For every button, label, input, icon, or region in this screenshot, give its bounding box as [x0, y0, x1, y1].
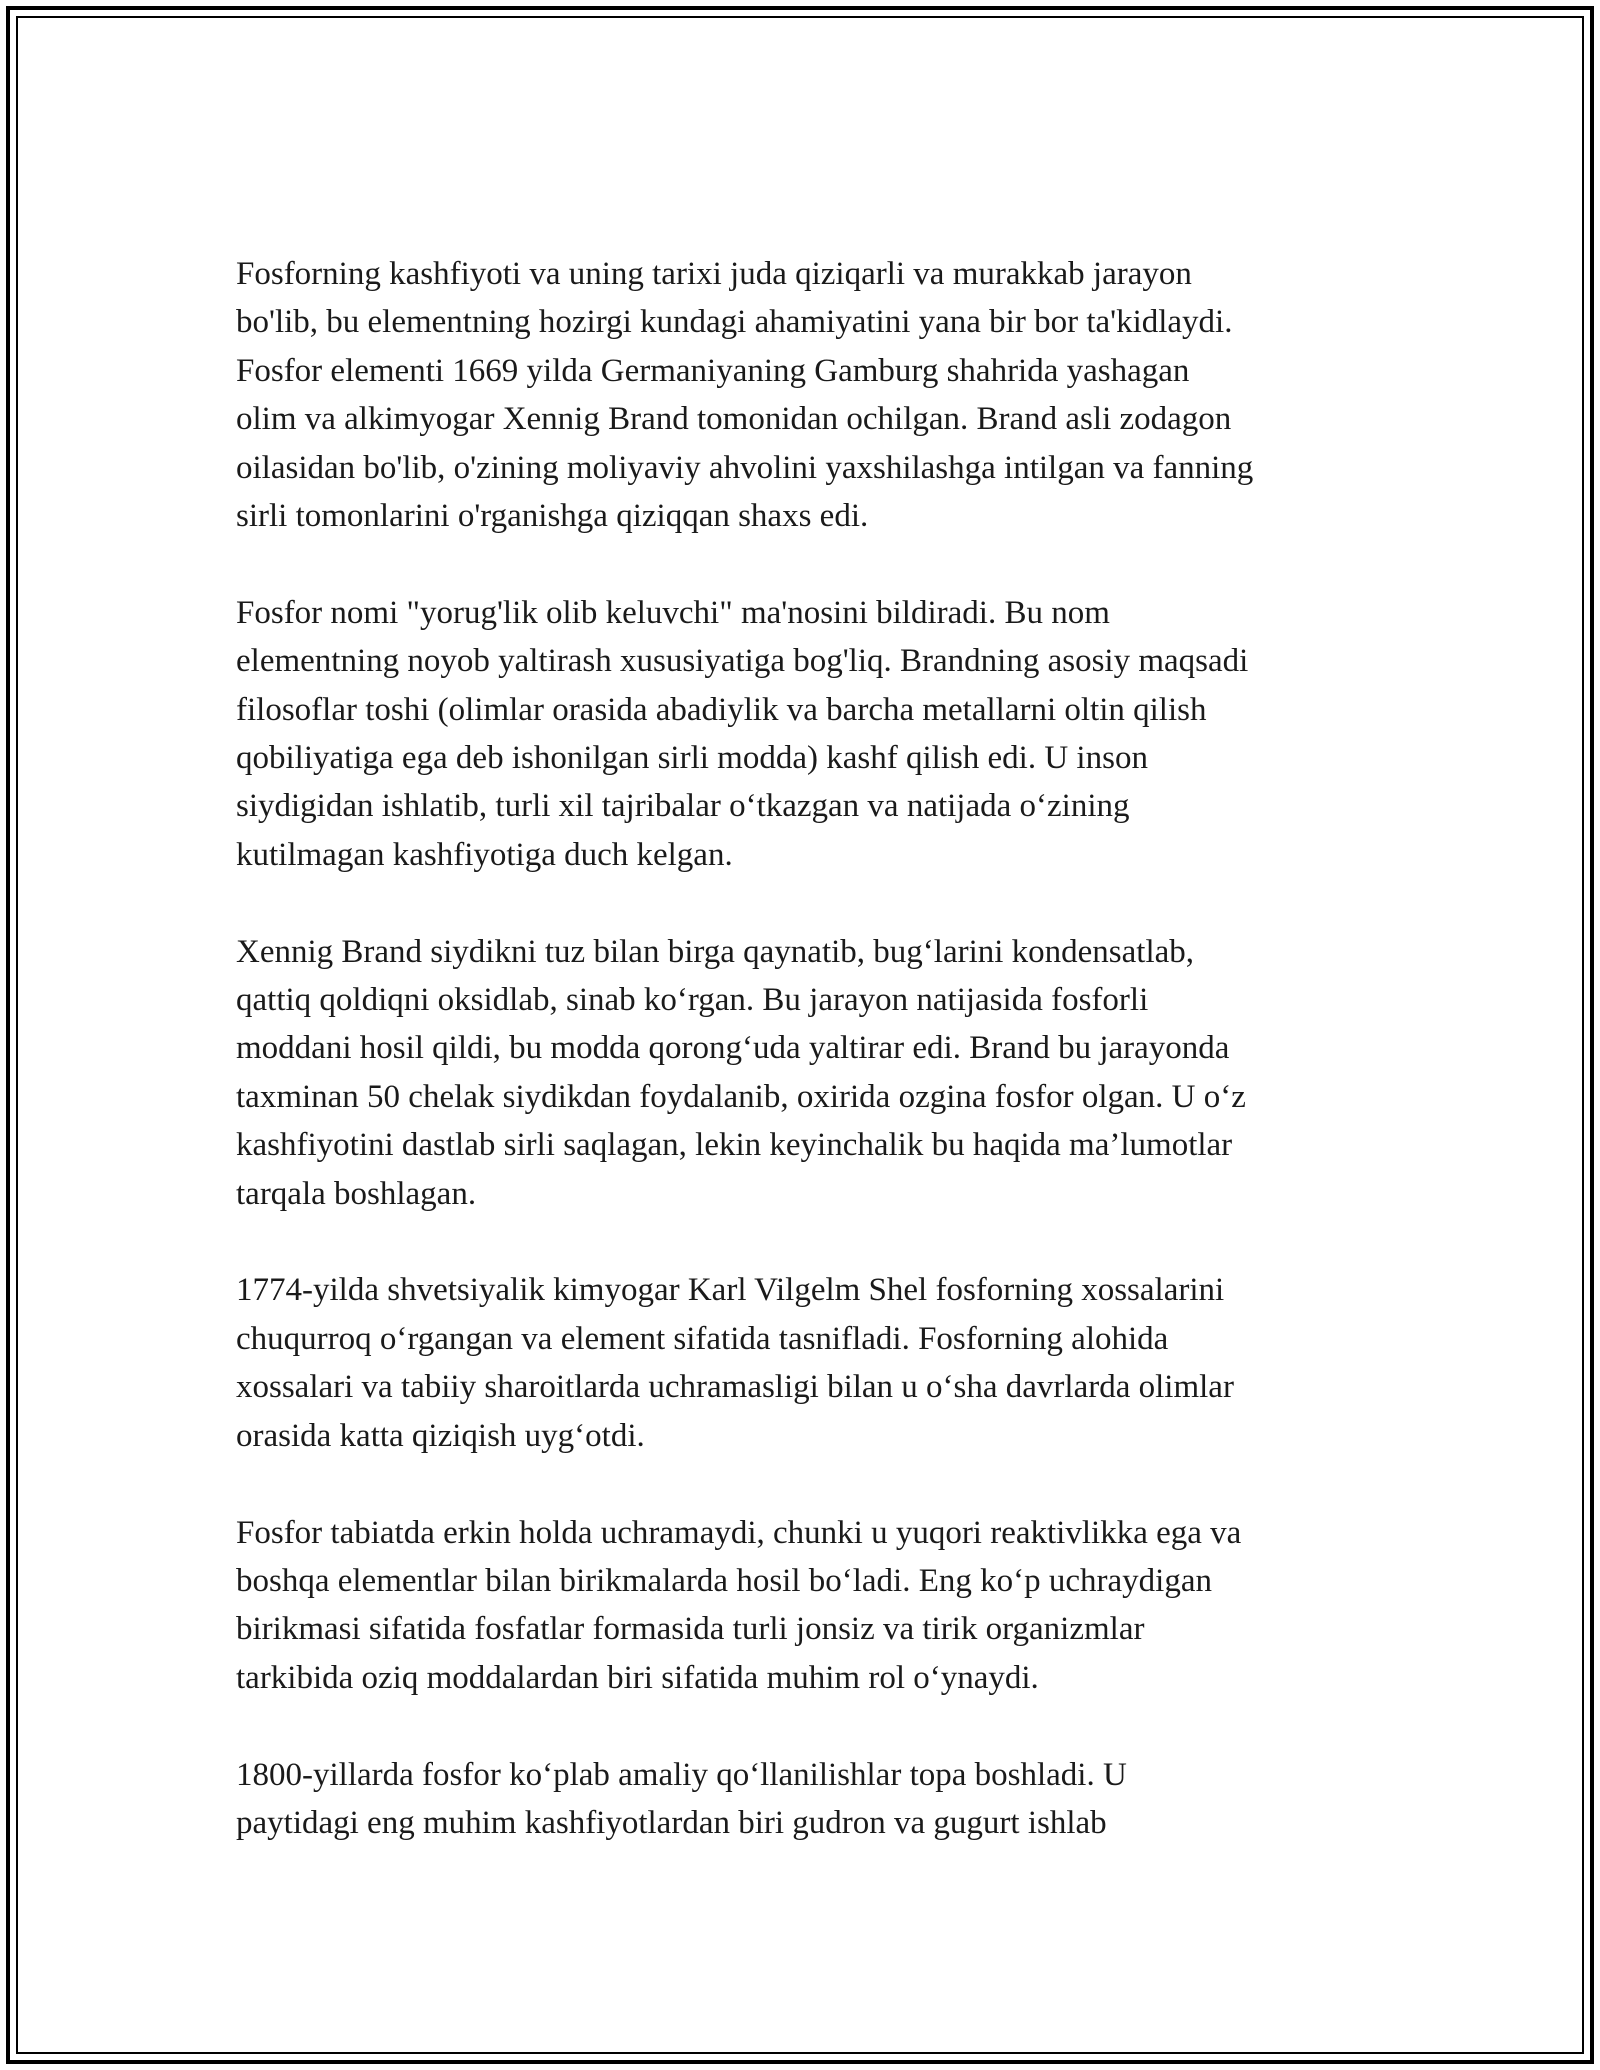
text-line: tarkibida oziq moddalardan biri sifatida muhim rol o‘ynaydi. [236, 1659, 1039, 1696]
text-line: oilasidan bo'lib, o'zining moliyaviy ahvolini yaxshilashga intilgan va fanning [236, 449, 1254, 486]
text-line: qobiliyatiga ega deb ishonilgan sirli modda) kashf qilish edi. U inson [236, 740, 1148, 777]
text-line: bo'lib, bu elementning hozirgi kundagi ahamiyatini yana bir bor ta'kidlaydi. [236, 304, 1233, 341]
text-line: Fosfor tabiatda erkin holda uchramaydi, chunki u yuqori reaktivlikka ega va [236, 1514, 1242, 1551]
text-line: birikmasi sifatida fosfatlar formasida turli jonsiz va tirik organizmlar [236, 1611, 1145, 1648]
paragraph-4 [236, 1266, 1366, 1460]
paragraph-1 [236, 250, 1366, 540]
text-line: sirli tomonlarini o'rganishga qiziqqan shaxs edi. [236, 498, 869, 535]
text-line: elementning noyob yaltirash xususiyatiga bog'liq. Brandning asosiy maqsadi [236, 643, 1249, 680]
text-line: 1774-yilda shvetsiyalik kimyogar Karl Vilgelm Shel fosforning xossalarini [236, 1272, 1225, 1309]
text-line: qattiq qoldiqni oksidlab, sinab ko‘rgan. Bu jarayon natijasida fosforli [236, 982, 1149, 1019]
paragraph-2 [236, 589, 1366, 879]
text-line: Xennig Brand siydikni tuz bilan birga qaynatib, bug‘larini kondensatlab, [236, 933, 1195, 970]
text-line: paytidagi eng muhim kashfiyotlardan biri gudron va gugurt ishlab [236, 1804, 1107, 1841]
text-line: Fosforning kashfiyoti va uning tarixi juda qiziqarli va murakkab jarayon [236, 256, 1192, 292]
text-line: filosoflar toshi (olimlar orasida abadiylik va barcha metallarni oltin qilish [236, 691, 1207, 728]
paragraph-3 [236, 928, 1366, 1218]
paragraph-6 [236, 1751, 1366, 1848]
document-body [236, 250, 1366, 1896]
text-line: boshqa elementlar bilan birikmalarda hosil bo‘ladi. Eng ko‘p uchraydigan [236, 1562, 1212, 1599]
text-line: kashfiyotini dastlab sirli saqlagan, lekin keyinchalik bu haqida ma’lumotlar [236, 1127, 1233, 1164]
text-line: 1800-yillarda fosfor ko‘plab amaliy qo‘llanilishlar topa boshladi. U [236, 1756, 1127, 1793]
text-line: orasida katta qiziqish uyg‘otdi. [236, 1417, 645, 1454]
paragraph-5 [236, 1509, 1366, 1703]
text-line: Fosfor elementi 1669 yilda Germaniyaning Gamburg shahrida yashagan [236, 352, 1190, 389]
text-line: olim va alkimyogar Xennig Brand tomonidan ochilgan. Brand asli zodagon [236, 401, 1232, 438]
text-line: chuqurroq o‘rgangan va element sifatida tasnifladi. Fosforning alohida [236, 1320, 1169, 1357]
text-line: xossalari va tabiiy sharoitlarda uchramasligi bilan u o‘sha davrlarda olimlar [236, 1369, 1234, 1406]
text-line: tarqala boshlagan. [236, 1175, 477, 1212]
text-line: siydigidan ishlatib, turli xil tajribalar o‘tkazgan va natijada o‘zining [236, 788, 1130, 825]
text-line: Fosfor nomi "yorug'lik olib keluvchi" ma'nosini bildiradi. Bu nom [236, 594, 1110, 631]
text-line: kutilmagan kashfiyotiga duch kelgan. [236, 836, 733, 873]
text-line: moddani hosil qildi, bu modda qorong‘uda yaltirar edi. Brand bu jarayonda [236, 1030, 1230, 1067]
text-line: taxminan 50 chelak siydikdan foydalanib, oxirida ozgina fosfor olgan. U o‘z [236, 1078, 1246, 1115]
